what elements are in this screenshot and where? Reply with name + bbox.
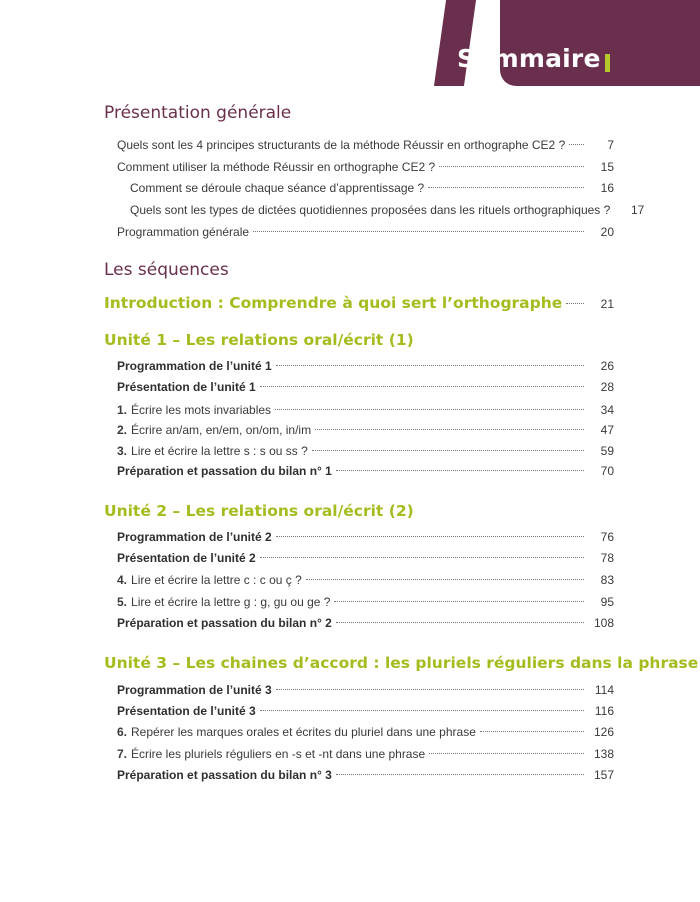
toc-entry-page: 83 — [600, 573, 614, 587]
leader-dots — [276, 365, 584, 366]
unit-heading-2: Unité 2 – Les relations oral/écrit (2) — [104, 502, 414, 520]
toc-entry-page: 34 — [600, 403, 614, 417]
leader-dots — [260, 386, 584, 387]
toc-entry-number: 2. — [117, 423, 128, 437]
toc-entry-number: 7. — [117, 747, 128, 761]
toc-entry-text: Préparation et passation du bilan n° 1 — [117, 464, 332, 478]
toc-entry-page: 70 — [600, 464, 614, 478]
section-heading-sequences: Les séquences — [104, 260, 229, 280]
toc-entry-text: Lire et écrire la lettre g : g, gu ou ge ? — [131, 595, 331, 609]
toc-entry[interactable] — [117, 766, 614, 784]
leader-dots — [336, 622, 584, 623]
toc-entry-text: Programmation de l’unité 1 — [117, 359, 272, 373]
toc-entry-page: 7 — [607, 138, 614, 152]
toc-entry[interactable] — [117, 681, 614, 699]
toc-entry-number: 5. — [117, 595, 128, 609]
toc-entry-page: 78 — [600, 551, 614, 565]
leader-dots — [429, 753, 584, 754]
toc-entry[interactable] — [117, 223, 614, 241]
leader-dots — [276, 689, 584, 690]
toc-entry-number: 3. — [117, 444, 128, 458]
toc-entry-page: 157 — [593, 768, 614, 782]
leader-dots — [275, 409, 584, 410]
leader-dots — [428, 187, 584, 188]
toc-entry-text: Présentation de l’unité 1 — [117, 380, 256, 394]
toc-entry-page: 138 — [593, 747, 614, 761]
toc-entry-text: Programmation générale — [117, 225, 250, 239]
leader-dots — [334, 601, 584, 602]
leader-dots — [253, 231, 584, 232]
leader-dots — [260, 557, 584, 558]
toc-entry-page: 114 — [594, 683, 614, 697]
toc-entry[interactable] — [117, 421, 614, 439]
toc-entry-text: Présentation de l’unité 3 — [117, 704, 256, 718]
toc-entry-page: 76 — [600, 530, 614, 544]
toc-entry[interactable] — [130, 179, 614, 197]
toc-entry-page: 95 — [600, 595, 614, 609]
toc-entry-text: Présentation de l’unité 2 — [117, 551, 256, 565]
toc-entry[interactable] — [117, 614, 614, 632]
page-title: Sommaire — [457, 44, 601, 73]
toc-entry[interactable] — [117, 723, 614, 741]
toc-entry-page: 15 — [600, 160, 614, 174]
toc-entry[interactable] — [117, 136, 614, 154]
leader-dots — [439, 166, 584, 167]
toc-entry-number: 6. — [117, 725, 128, 739]
toc-entry[interactable] — [117, 401, 614, 419]
toc-entry-text: Écrire les mots invariables — [131, 403, 272, 417]
toc-entry-page: 20 — [600, 225, 614, 239]
toc-entry-page: 47 — [600, 423, 614, 437]
toc-entry-text: Écrire les pluriels réguliers en -s et -nt dans une phrase — [131, 747, 426, 761]
toc-entry-number: 1. — [117, 403, 128, 417]
title-accent-bar — [605, 54, 610, 72]
toc-entry-introduction[interactable] — [104, 292, 614, 314]
unit-heading-3: Unité 3 – Les chaines d’accord : les pluriels réguliers dans la phrase — [104, 654, 699, 672]
toc-entry-text: Préparation et passation du bilan n° 2 — [117, 616, 332, 630]
leader-dots — [569, 144, 584, 145]
header-banner-notch — [434, 0, 476, 86]
toc-entry-text: Comment utiliser la méthode Réussir en orthographe CE2 ? — [117, 160, 436, 174]
leader-dots — [312, 450, 584, 451]
toc-entry-text: Lire et écrire la lettre s : s ou ss ? — [131, 444, 308, 458]
leader-dots — [276, 536, 584, 537]
toc-entry-page: 28 — [600, 380, 614, 394]
toc-entry-page: 21 — [600, 297, 614, 311]
toc-entry[interactable] — [117, 357, 614, 375]
toc-entry[interactable] — [117, 571, 614, 589]
header-banner — [500, 0, 700, 86]
leader-dots — [336, 470, 584, 471]
toc-entry-text: Quels sont les 4 principes structurants de la méthode Réussir en orthographe CE2 ? — [117, 138, 566, 152]
leader-dots — [336, 774, 584, 775]
toc-entry-page: 17 — [630, 203, 645, 217]
toc-entry-text: Quels sont les types de dictées quotidiennes proposées dans les rituels orthographiques ? — [130, 203, 611, 217]
toc-entry-text: Programmation de l’unité 2 — [117, 530, 272, 544]
toc-entry-text: Programmation de l’unité 3 — [117, 683, 272, 697]
toc-entry[interactable] — [117, 462, 614, 480]
section-heading-presentation: Présentation générale — [104, 103, 292, 123]
toc-entry-page: 26 — [600, 359, 614, 373]
toc-entry[interactable] — [117, 528, 614, 546]
leader-dots — [315, 429, 584, 430]
leader-dots — [260, 710, 584, 711]
toc-entry[interactable] — [117, 442, 614, 460]
toc-entry[interactable] — [117, 745, 614, 763]
toc-entry[interactable] — [130, 201, 645, 219]
toc-entry-page: 116 — [594, 704, 614, 718]
leader-dots — [306, 579, 584, 580]
toc-entry[interactable] — [117, 593, 614, 611]
toc-entry-page: 59 — [600, 444, 614, 458]
leader-dots — [480, 731, 584, 732]
toc-entry-page: 108 — [593, 616, 614, 630]
toc-entry-text: Préparation et passation du bilan n° 3 — [117, 768, 332, 782]
toc-entry-number: 4. — [117, 573, 128, 587]
toc-entry-text: Introduction : Comprendre à quoi sert l’orthographe — [104, 294, 563, 312]
toc-entry-text: Comment se déroule chaque séance d’apprentissage ? — [130, 181, 425, 195]
toc-entry-text: Lire et écrire la lettre c : c ou ç ? — [131, 573, 302, 587]
toc-entry-page: 16 — [600, 181, 614, 195]
toc-entry-text: Écrire an/am, en/em, on/om, in/im — [131, 423, 312, 437]
toc-entry[interactable] — [117, 378, 614, 396]
toc-entry-page: 126 — [593, 725, 614, 739]
toc-entry[interactable] — [117, 702, 614, 720]
unit-heading-1: Unité 1 – Les relations oral/écrit (1) — [104, 331, 414, 349]
toc-entry-text: Repérer les marques orales et écrites du pluriel dans une phrase — [131, 725, 476, 739]
leader-dots — [566, 303, 584, 304]
toc-entry[interactable] — [117, 158, 614, 176]
toc-entry[interactable] — [117, 549, 614, 567]
